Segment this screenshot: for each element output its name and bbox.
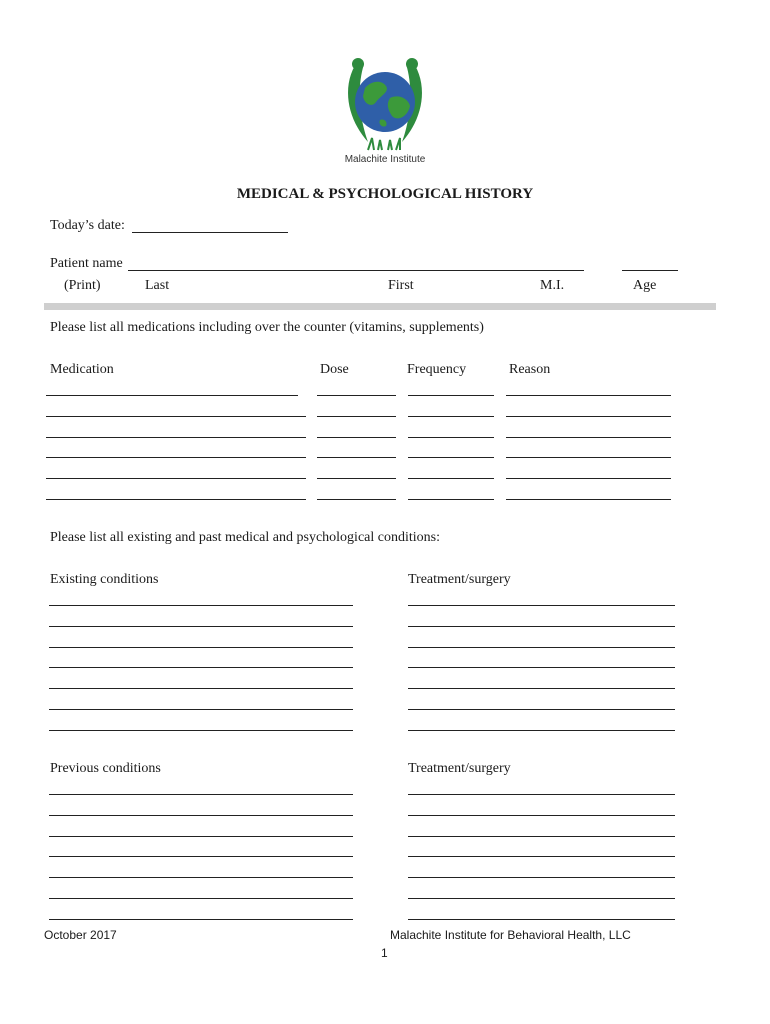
condition-field[interactable] xyxy=(49,877,353,878)
treatment-field[interactable] xyxy=(408,877,675,878)
frequency-field[interactable] xyxy=(408,395,494,396)
dose-field[interactable] xyxy=(317,416,396,417)
treatment-field[interactable] xyxy=(408,856,675,857)
medication-field[interactable] xyxy=(46,416,306,417)
condition-field[interactable] xyxy=(49,836,353,837)
treatment-field[interactable] xyxy=(408,898,675,899)
dose-field[interactable] xyxy=(317,499,396,500)
logo-text: Malachite Institute xyxy=(344,154,426,165)
previous-conditions-label: Previous conditions xyxy=(50,761,161,776)
condition-field[interactable] xyxy=(49,647,353,648)
conditions-instructions: Please list all existing and past medical and psychological conditions: xyxy=(50,530,440,545)
last-label: Last xyxy=(145,278,170,293)
medication-field[interactable] xyxy=(46,478,306,479)
dose-field[interactable] xyxy=(317,478,396,479)
frequency-header: Frequency xyxy=(407,362,467,377)
condition-field[interactable] xyxy=(49,626,353,627)
condition-field[interactable] xyxy=(49,794,353,795)
existing-treatment-label: Treatment/surgery xyxy=(408,572,511,587)
frequency-field[interactable] xyxy=(408,437,494,438)
condition-field[interactable] xyxy=(49,730,353,731)
page-number: 1 xyxy=(381,946,388,960)
condition-field[interactable] xyxy=(49,919,353,920)
dose-field[interactable] xyxy=(317,395,396,396)
condition-field[interactable] xyxy=(49,898,353,899)
medications-instructions: Please list all medications including over the counter (vitamins, supplements) xyxy=(50,320,484,335)
reason-field[interactable] xyxy=(506,416,671,417)
condition-field[interactable] xyxy=(49,815,353,816)
treatment-field[interactable] xyxy=(408,667,675,668)
frequency-field[interactable] xyxy=(408,499,494,500)
dose-field[interactable] xyxy=(317,457,396,458)
print-label: (Print) xyxy=(64,278,101,293)
treatment-field[interactable] xyxy=(408,626,675,627)
reason-field[interactable] xyxy=(506,499,671,500)
condition-field[interactable] xyxy=(49,856,353,857)
medication-field[interactable] xyxy=(46,457,306,458)
footer-date: October 2017 xyxy=(44,928,117,942)
page-title: MEDICAL & PSYCHOLOGICAL HISTORY xyxy=(236,186,534,202)
mi-label: M.I. xyxy=(540,278,565,293)
medication-field[interactable] xyxy=(46,499,306,500)
medication-header: Medication xyxy=(50,362,114,377)
condition-field[interactable] xyxy=(49,709,353,710)
treatment-field[interactable] xyxy=(408,815,675,816)
dose-header: Dose xyxy=(320,362,349,377)
existing-conditions-label: Existing conditions xyxy=(50,572,159,587)
medication-field[interactable] xyxy=(46,437,306,438)
globe-hands-logo-icon xyxy=(330,50,440,155)
reason-field[interactable] xyxy=(506,478,671,479)
treatment-field[interactable] xyxy=(408,605,675,606)
age-label: Age xyxy=(633,278,657,293)
frequency-field[interactable] xyxy=(408,457,494,458)
reason-field[interactable] xyxy=(506,437,671,438)
patient-name-field[interactable] xyxy=(128,270,584,271)
treatment-field[interactable] xyxy=(408,919,675,920)
frequency-field[interactable] xyxy=(408,416,494,417)
first-label: First xyxy=(388,278,414,293)
section-divider xyxy=(44,303,716,310)
treatment-field[interactable] xyxy=(408,730,675,731)
treatment-field[interactable] xyxy=(408,709,675,710)
medication-field[interactable] xyxy=(46,395,298,396)
footer-org: Malachite Institute for Behavioral Health, LLC xyxy=(390,928,631,942)
reason-header: Reason xyxy=(509,362,551,377)
todays-date-label: Today’s date: xyxy=(50,218,125,233)
reason-field[interactable] xyxy=(506,395,671,396)
condition-field[interactable] xyxy=(49,667,353,668)
previous-treatment-label: Treatment/surgery xyxy=(408,761,511,776)
age-field[interactable] xyxy=(622,270,678,271)
treatment-field[interactable] xyxy=(408,836,675,837)
treatment-field[interactable] xyxy=(408,647,675,648)
reason-field[interactable] xyxy=(506,457,671,458)
dose-field[interactable] xyxy=(317,437,396,438)
condition-field[interactable] xyxy=(49,688,353,689)
condition-field[interactable] xyxy=(49,605,353,606)
logo xyxy=(330,50,440,170)
treatment-field[interactable] xyxy=(408,688,675,689)
treatment-field[interactable] xyxy=(408,794,675,795)
todays-date-field[interactable] xyxy=(132,232,288,233)
patient-name-label: Patient name xyxy=(50,256,123,271)
frequency-field[interactable] xyxy=(408,478,494,479)
